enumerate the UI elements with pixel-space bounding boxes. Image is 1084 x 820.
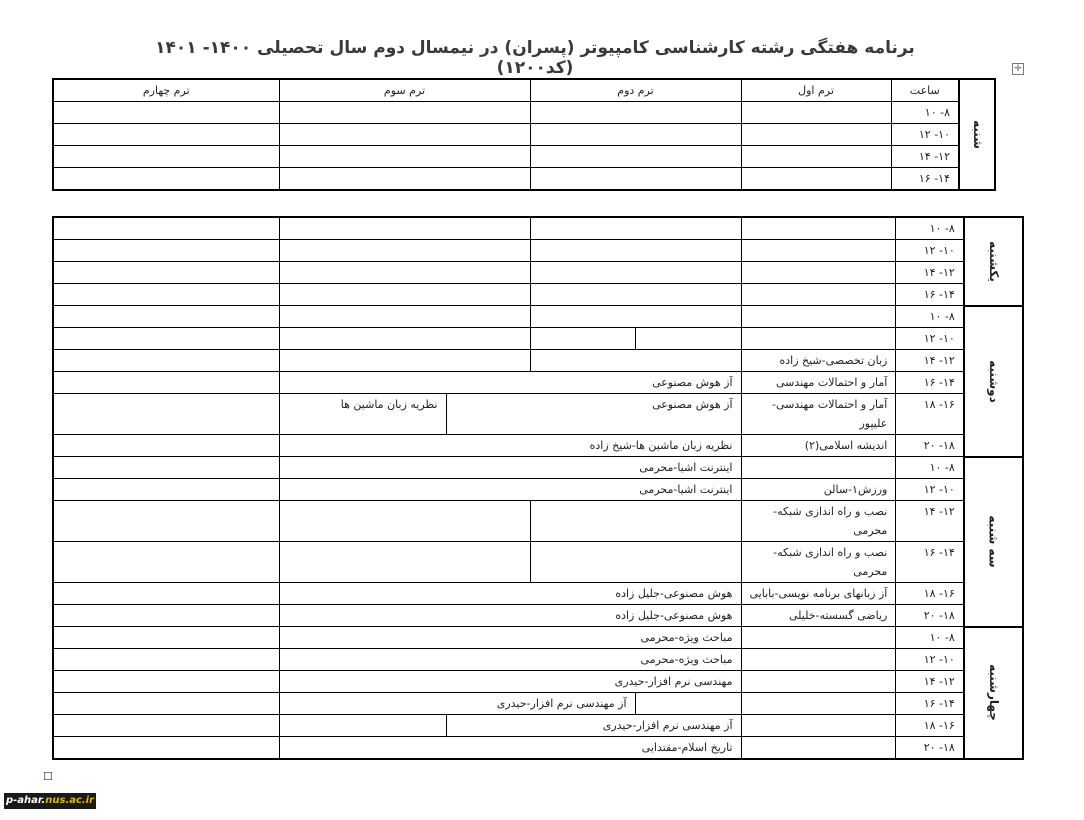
hour-cell: ۱۴- ۱۶ xyxy=(896,372,964,394)
cell xyxy=(530,102,741,124)
day-saturday: شنبه xyxy=(959,79,995,190)
course-cell: نصب و راه اندازی شبکه- محرمی xyxy=(741,542,896,583)
cell xyxy=(53,284,279,306)
table-row xyxy=(53,240,1023,262)
course-cell: آمار و احتمالات مهندسی- علیپور xyxy=(741,394,896,435)
cell xyxy=(741,262,896,284)
hour-cell: ۱۴- ۱۶ xyxy=(896,693,964,715)
cell xyxy=(279,217,530,240)
cell xyxy=(53,693,279,715)
hour-cell: ۸- ۱۰ xyxy=(896,217,964,240)
cell xyxy=(279,715,446,737)
cell xyxy=(741,671,896,693)
hour-cell: ۱۲- ۱۴ xyxy=(896,501,964,542)
site-watermark: p-ahar.nus.ac.ir xyxy=(4,793,96,809)
cell xyxy=(741,240,896,262)
table-row xyxy=(53,693,1023,715)
course-cell: نصب و راه اندازی شبکه- محرمی xyxy=(741,501,896,542)
cell xyxy=(53,501,279,542)
hour-cell: ۱۲- ۱۴ xyxy=(891,146,959,168)
cell xyxy=(53,168,279,191)
hour-cell: ۱۰- ۱۲ xyxy=(896,479,964,501)
course-cell: هوش مصنوعی-جلیل زاده xyxy=(279,583,741,605)
course-cell: ریاضی گسسته-خلیلی xyxy=(741,605,896,627)
hour-cell: ۱۸- ۲۰ xyxy=(896,737,964,760)
cell xyxy=(741,328,896,350)
day-wednesday: چهارشنبه xyxy=(964,627,1023,760)
hour-cell: ۱۰- ۱۲ xyxy=(896,328,964,350)
cell xyxy=(53,350,279,372)
hour-cell: ۱۲- ۱۴ xyxy=(896,671,964,693)
header-term3: ترم سوم xyxy=(279,79,530,102)
course-cell: تاریخ اسلام-مقتدایی xyxy=(279,737,741,760)
course-cell: آز هوش مصنوعی xyxy=(446,394,741,435)
course-cell: نظریه زبان ماشین ها-شیخ زاده xyxy=(279,435,741,457)
cell xyxy=(53,627,279,649)
hour-cell: ۱۸- ۲۰ xyxy=(896,605,964,627)
cell xyxy=(741,168,891,191)
table-row xyxy=(53,479,1023,501)
hour-cell: ۸- ۱۰ xyxy=(891,102,959,124)
cell xyxy=(530,306,741,328)
cell xyxy=(53,542,279,583)
hour-cell: ۱۴- ۱۶ xyxy=(896,284,964,306)
course-cell: آز مهندسی نرم افزار-حیدری xyxy=(446,715,741,737)
schedule-table-main xyxy=(52,216,1024,760)
page-title: برنامه هفتگی رشته کارشناسی کامپیوتر (پسران) در نیمسال دوم سال تحصیلی ۱۴۰۰- ۱۴۰۱ (کد۱۲۰۰) xyxy=(155,38,915,78)
schedule-table-saturday xyxy=(52,78,996,191)
cell xyxy=(53,217,279,240)
cell xyxy=(741,146,891,168)
day-sunday: یکشنبه xyxy=(964,217,1023,306)
cell xyxy=(530,350,741,372)
table-row xyxy=(53,350,1023,372)
header-hour: ساعت xyxy=(891,79,959,102)
table-row xyxy=(53,394,1023,435)
cell xyxy=(279,240,530,262)
cell xyxy=(741,284,896,306)
table-row xyxy=(53,715,1023,737)
cell xyxy=(279,542,530,583)
cell xyxy=(279,146,530,168)
cell xyxy=(53,479,279,501)
cell xyxy=(53,372,279,394)
cell xyxy=(53,435,279,457)
hour-cell: ۸- ۱۰ xyxy=(896,306,964,328)
cell xyxy=(279,168,530,191)
cell xyxy=(741,737,896,760)
hour-cell: ۱۴- ۱۶ xyxy=(891,168,959,191)
cell xyxy=(53,715,279,737)
cell xyxy=(53,583,279,605)
cell xyxy=(741,102,891,124)
table-row xyxy=(53,605,1023,627)
cell xyxy=(53,605,279,627)
cell xyxy=(53,737,279,760)
hour-cell: ۸- ۱۰ xyxy=(896,627,964,649)
course-cell: اندیشه اسلامی(۲) xyxy=(741,435,896,457)
cell xyxy=(53,146,279,168)
cell xyxy=(53,671,279,693)
cell xyxy=(741,217,896,240)
course-cell: آز مهندسی نرم افزار-حیدری xyxy=(279,693,635,715)
table-row xyxy=(53,168,995,191)
table-row xyxy=(53,501,1023,542)
table-row xyxy=(53,627,1023,649)
table-row xyxy=(53,737,1023,760)
table-row xyxy=(53,671,1023,693)
course-cell: نظریه زبان ماشین ها xyxy=(279,394,446,435)
table-row xyxy=(53,457,1023,479)
header-row xyxy=(53,79,995,102)
hour-cell: ۸- ۱۰ xyxy=(896,457,964,479)
cell xyxy=(53,457,279,479)
cell xyxy=(741,457,896,479)
table-row xyxy=(53,583,1023,605)
header-term1: ترم اول xyxy=(741,79,891,102)
cell xyxy=(530,501,741,542)
cell xyxy=(53,649,279,671)
cell xyxy=(53,262,279,284)
cell xyxy=(279,124,530,146)
header-term2: ترم دوم xyxy=(530,79,741,102)
header-term4: ترم چهارم xyxy=(53,79,279,102)
cell xyxy=(635,328,741,350)
course-cell: ورزش۱-سالن xyxy=(741,479,896,501)
cell xyxy=(530,262,741,284)
hour-cell: ۱۸- ۲۰ xyxy=(896,435,964,457)
table-row xyxy=(53,328,1023,350)
cell xyxy=(530,124,741,146)
course-cell: مباحث ویژه-محرمی xyxy=(279,649,741,671)
cell xyxy=(530,284,741,306)
table-row xyxy=(53,649,1023,671)
course-cell: مباحث ویژه-محرمی xyxy=(279,627,741,649)
table-row xyxy=(53,372,1023,394)
cell xyxy=(741,124,891,146)
cell xyxy=(530,328,635,350)
course-cell: زبان تخصصی-شیخ زاده xyxy=(741,350,896,372)
cell xyxy=(53,124,279,146)
hour-cell: ۱۲- ۱۴ xyxy=(896,262,964,284)
cell xyxy=(279,328,530,350)
cell xyxy=(53,306,279,328)
cell xyxy=(279,350,530,372)
table-row xyxy=(53,284,1023,306)
table-move-handle-icon[interactable]: ✛ xyxy=(1012,63,1024,75)
cell xyxy=(53,102,279,124)
cell xyxy=(53,328,279,350)
table-row xyxy=(53,217,1023,240)
cell xyxy=(530,542,741,583)
hour-cell: ۱۲- ۱۴ xyxy=(896,350,964,372)
cell xyxy=(279,262,530,284)
table-row xyxy=(53,542,1023,583)
hour-cell: ۱۶- ۱۸ xyxy=(896,715,964,737)
table-row xyxy=(53,262,1023,284)
table-row xyxy=(53,124,995,146)
cell xyxy=(530,168,741,191)
day-monday: دوشنبه xyxy=(964,306,1023,457)
table-row xyxy=(53,102,995,124)
cell xyxy=(741,649,896,671)
cell xyxy=(53,394,279,435)
cell xyxy=(279,284,530,306)
cell xyxy=(530,217,741,240)
course-cell: هوش مصنوعی-جلیل زاده xyxy=(279,605,741,627)
paragraph-end-mark xyxy=(44,772,52,780)
hour-cell: ۱۰- ۱۲ xyxy=(896,240,964,262)
cell xyxy=(279,102,530,124)
hour-cell: ۱۰- ۱۲ xyxy=(896,649,964,671)
table-row xyxy=(53,146,995,168)
day-tuesday: سه شنبه xyxy=(964,457,1023,627)
cell xyxy=(279,306,530,328)
cell xyxy=(741,306,896,328)
cell xyxy=(741,693,896,715)
cell xyxy=(741,715,896,737)
course-cell: مهندسی نرم افزار-حیدری xyxy=(279,671,741,693)
table-row xyxy=(53,306,1023,328)
hour-cell: ۱۶- ۱۸ xyxy=(896,583,964,605)
cell xyxy=(279,501,530,542)
hour-cell: ۱۰- ۱۲ xyxy=(891,124,959,146)
table-row xyxy=(53,435,1023,457)
course-cell: آز زبانهای برنامه نویسی-بابایی xyxy=(741,583,896,605)
cell xyxy=(53,240,279,262)
course-cell: اینترنت اشیا-محرمی xyxy=(279,457,741,479)
course-cell: آز هوش مصنوعی xyxy=(279,372,741,394)
cell xyxy=(741,627,896,649)
hour-cell: ۱۴- ۱۶ xyxy=(896,542,964,583)
hour-cell: ۱۶- ۱۸ xyxy=(896,394,964,435)
cell xyxy=(530,146,741,168)
course-cell: اینترنت اشیا-محرمی xyxy=(279,479,741,501)
course-cell: آمار و احتمالات مهندسی xyxy=(741,372,896,394)
cell xyxy=(635,693,741,715)
cell xyxy=(530,240,741,262)
